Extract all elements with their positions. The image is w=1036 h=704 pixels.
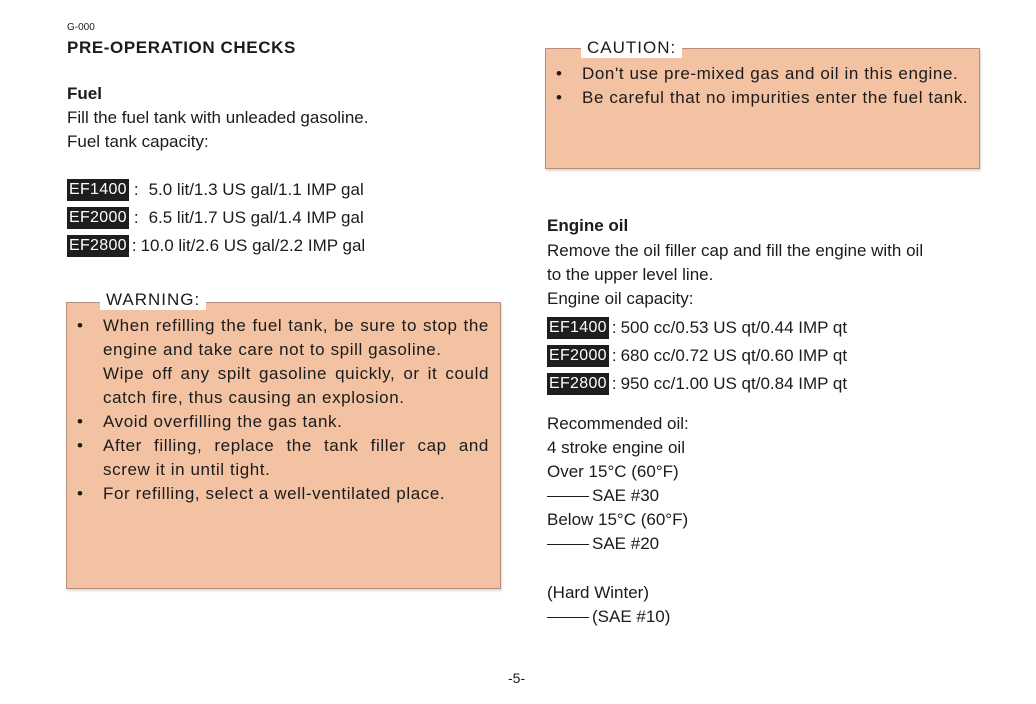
fuel-row-ef2000 (67, 204, 365, 232)
model-badge: EF2800 (547, 373, 609, 395)
separator: : (611, 346, 617, 365)
oil-row-ef2000 (547, 342, 847, 370)
engine-oil-instruction: to the upper level line. (547, 265, 714, 284)
warning-box (66, 302, 501, 589)
oil-row-ef2800 (547, 370, 847, 398)
over-temp-grade (547, 484, 659, 508)
fuel-heading: Fuel (67, 84, 102, 103)
below-temp-label: Below 15°C (60°F) (547, 510, 689, 529)
separator: : (133, 180, 139, 199)
fuel-row-ef1400 (67, 176, 365, 204)
model-badge: EF1400 (547, 317, 609, 339)
fuel-row-ef2800 (67, 232, 365, 260)
separator: : (611, 374, 617, 393)
caution-list (546, 62, 970, 110)
separator: : (133, 208, 139, 227)
hard-winter-grade (547, 605, 670, 629)
model-badge: EF1400 (67, 179, 129, 201)
oil-capacity-value: 500 cc/0.53 US qt/0.44 IMP qt (620, 318, 848, 337)
page-number: -5- (508, 670, 526, 686)
hard-winter-label: (Hard Winter) (547, 583, 650, 602)
oil-capacity-list (547, 314, 847, 398)
model-badge: EF2000 (547, 345, 609, 367)
warning-item (67, 314, 489, 410)
oil-capacity-value: 950 cc/1.00 US qt/0.84 IMP qt (620, 374, 848, 393)
fuel-capacity-list (67, 176, 365, 260)
grade-text: SAE #20 (592, 534, 660, 553)
model-badge: EF2000 (67, 207, 129, 229)
engine-oil-heading: Engine oil (547, 216, 629, 235)
model-badge: EF2800 (67, 235, 129, 257)
warning-list (67, 314, 489, 506)
engine-oil-instruction: Remove the oil filler cap and fill the engine with oil (547, 241, 924, 260)
oil-row-ef1400 (547, 314, 847, 342)
caution-box (545, 48, 980, 169)
caution-item: • Don't use pre-mixed gas and oil in this engine. (546, 62, 970, 86)
page-title: PRE-OPERATION CHECKS (67, 38, 296, 57)
separator: : (611, 318, 617, 337)
warning-item: • Avoid overfilling the gas tank. (67, 410, 489, 434)
fuel-capacity-value: 5.0 lit/1.3 US gal/1.1 IMP gal (148, 180, 364, 199)
oil-type: 4 stroke engine oil (547, 438, 685, 457)
warning-text: When refilling the fuel tank, be sure to stop the engine and take care not to spill gasoline. (103, 316, 489, 359)
fuel-capacity-value: 10.0 lit/2.6 US gal/2.2 IMP gal (140, 236, 366, 255)
dash-line (547, 617, 589, 618)
over-temp-label: Over 15°C (60°F) (547, 462, 679, 481)
grade-text: (SAE #10) (592, 607, 671, 626)
warning-item: • For refilling, select a well-ventilated place. (67, 482, 489, 506)
below-temp-grade (547, 532, 659, 556)
fuel-instruction: Fill the fuel tank with unleaded gasoline. (67, 108, 369, 127)
fuel-capacity-label: Fuel tank capacity: (67, 132, 209, 151)
caution-item: • Be careful that no impurities enter the fuel tank. (546, 86, 970, 110)
warning-label: WARNING: (100, 290, 206, 310)
engine-oil-capacity-label: Engine oil capacity: (547, 289, 694, 308)
fuel-capacity-value: 6.5 lit/1.7 US gal/1.4 IMP gal (148, 208, 364, 227)
recommended-oil-label: Recommended oil: (547, 414, 689, 433)
separator: : (131, 236, 137, 255)
dash-line (547, 496, 589, 497)
oil-capacity-value: 680 cc/0.72 US qt/0.60 IMP qt (620, 346, 848, 365)
warning-item: • After filling, replace the tank filler cap and screw it in until tight. (67, 434, 489, 482)
caution-label: CAUTION: (581, 38, 682, 58)
warning-text: Wipe off any spilt gasoline quickly, or it could catch fire, thus causing an explosion. (103, 364, 489, 407)
grade-text: SAE #30 (592, 486, 660, 505)
document-code: G-000 (67, 22, 95, 33)
dash-line (547, 544, 589, 545)
